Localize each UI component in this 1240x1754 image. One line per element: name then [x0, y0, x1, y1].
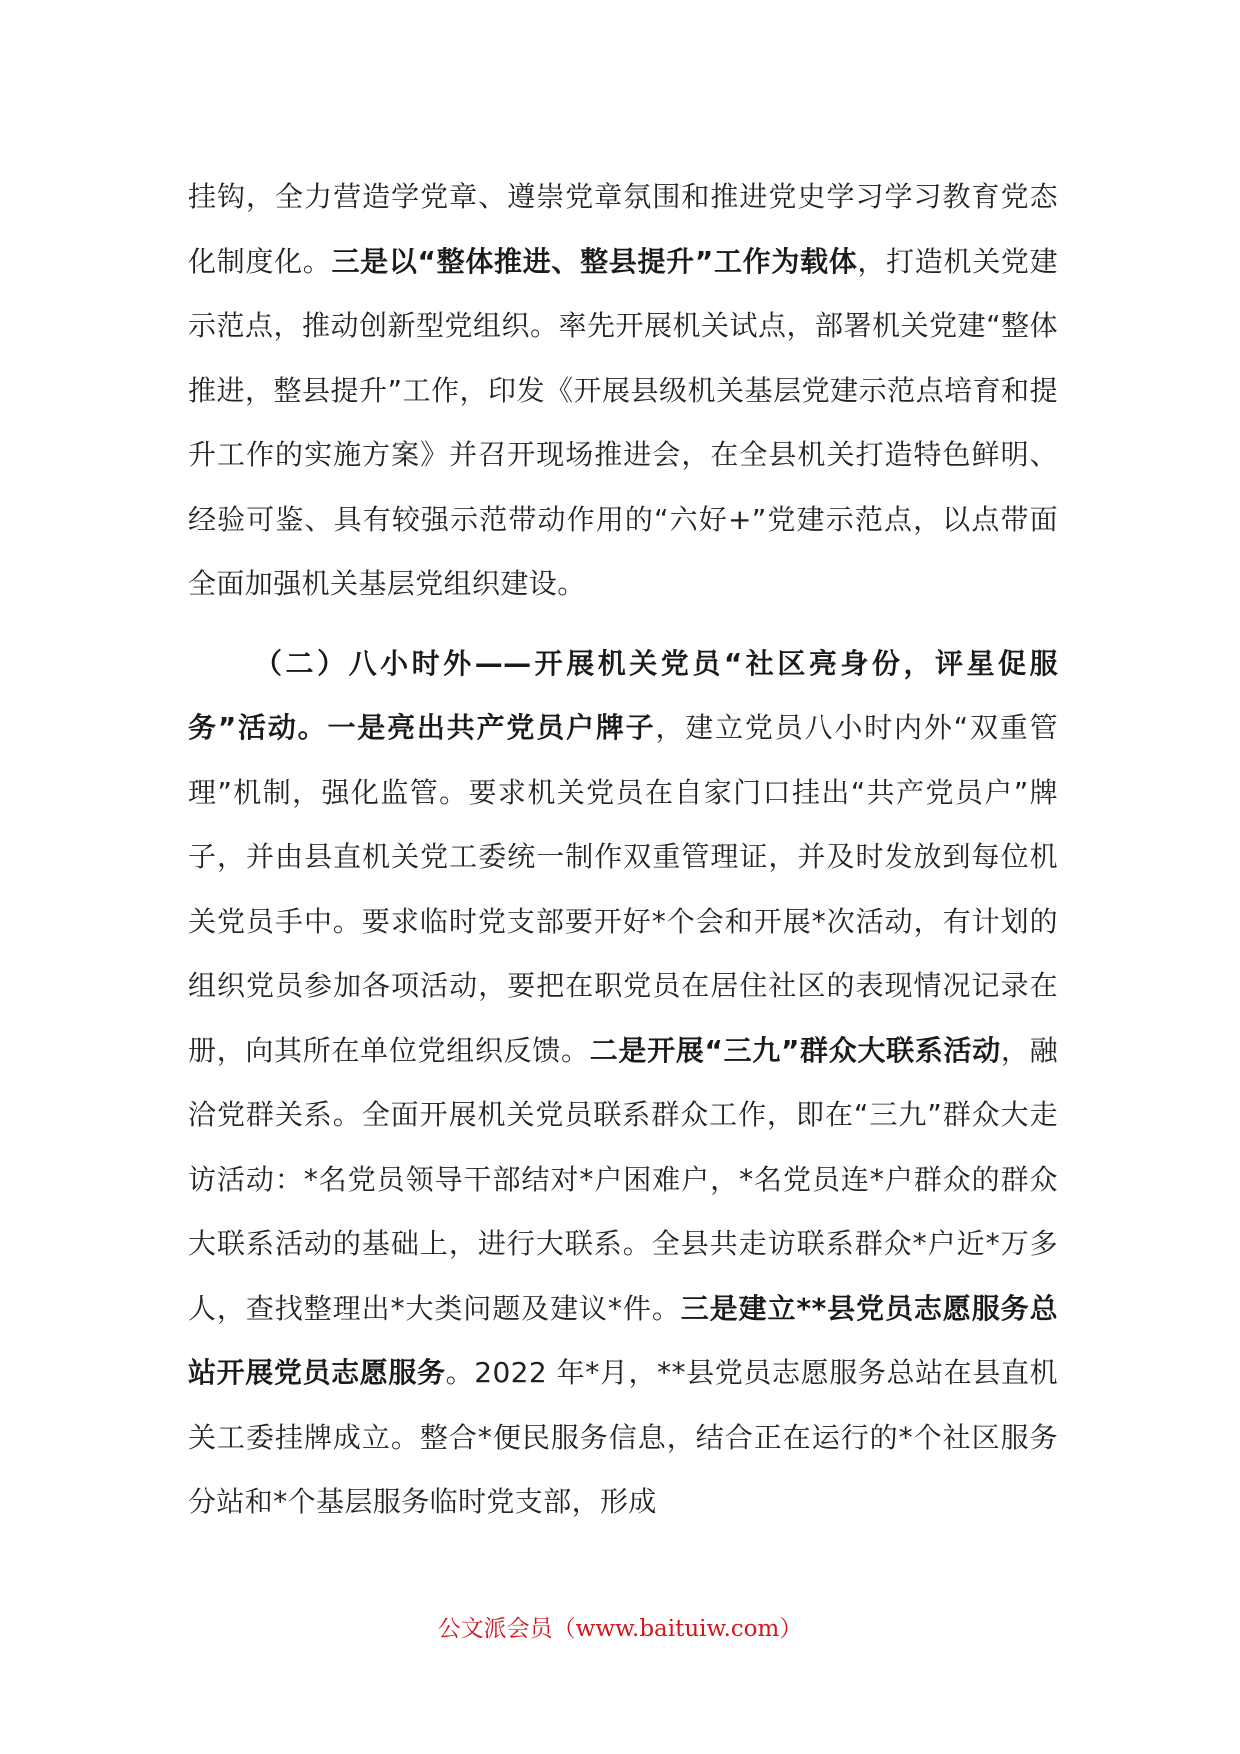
text-run: 挂钩，全力营造学党章、遵崇党章氛围和推进党史学习学习教育党态化制度化。	[188, 180, 1058, 278]
bold-heading: 二是开展“三九”群众大联系活动	[589, 1033, 1001, 1067]
paragraph-1	[188, 165, 1058, 617]
section-heading: （二）八小时外——开展机关党员“社区亮身份，评星促服务”活动。一是亮出共产党员户牌子	[188, 646, 1058, 744]
paragraph-2	[188, 632, 1058, 1535]
text-run: ，打造机关党建示范点，推动创新型党组织。率先开展机关试点，部署机关党建“整体推进，整县提升”工作，印发《开展县级机关基层党建示范点培育和提升工作的实施方案》并召开现场推进会，在全县机关打造特色鲜明、经验可鉴、具有较强示范带动作用的“六好+”党建示范点，以点带面全面加强机关基层党组织建设。	[188, 244, 1058, 600]
document-body	[188, 165, 1058, 1535]
text-run: ，建立党员八小时内外“双重管理”机制，强化监管。要求机关党员在自家门口挂出“共产党员户”牌子，并由县直机关党工委统一制作双重管理证，并及时发放到每位机关党员手中。要求临时党支部要开好*个会和开展*次活动，有计划的组织党员参加各项活动，要把在职党员在居住社区的表现情况记录在册，向其所在单位党组织反馈。	[188, 711, 1058, 1067]
bold-heading: 三是建立**县党员志愿服务总站开展党员志愿服务	[188, 1291, 1058, 1389]
footer-watermark-link[interactable]: 公文派会员（www.baituiw.com）	[437, 1616, 803, 1642]
bold-heading: 三是以“整体推进、整县提升”工作为载体	[331, 244, 858, 278]
text-run: 。2022 年*月，**县党员志愿服务总站在县直机关工委挂牌成立。整合*便民服务信息，结合正在运行的*个社区服务分站和*个基层服务临时党支部，形成	[188, 1356, 1058, 1518]
text-run: ，融洽党群关系。全面开展机关党员联系群众工作，即在“三九”群众大走访活动：*名党员领导干部结对*户困难户，*名党员连*户群众的群众大联系活动的基础上，进行大联系。全县共走访联系群众*户近*万多人，查找整理出*大类问题及建议*件。	[188, 1033, 1058, 1325]
